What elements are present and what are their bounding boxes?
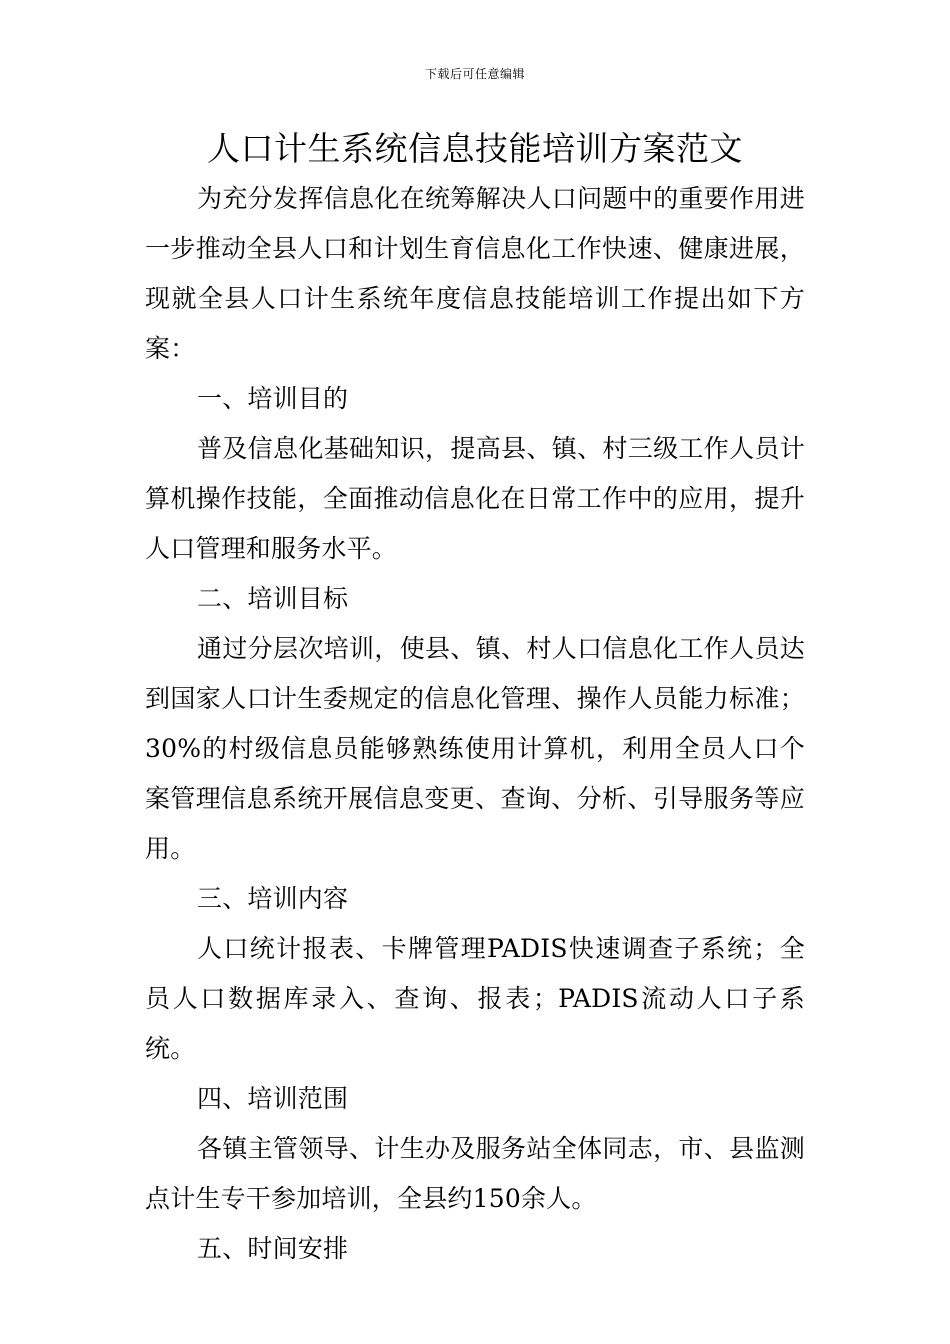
section-heading-purpose: 一、培训目的 [197,384,349,413]
paragraph-content: 人口统计报表、卡牌管理PADIS快速调查子系统；全员人口数据库录入、查询、报表；PADIS流动人口子系统。 [145,934,805,1063]
document-title: 人口计生系统信息技能培训方案范文 [207,129,743,168]
section-heading-content: 三、培训内容 [197,884,349,913]
paragraph-goals: 通过分层次培训，使县、镇、村人口信息化工作人员达到国家人口计生委规定的信息化管理、操作人员能力标准；30%的村级信息员能够熟练使用计算机，利用全员人口个案管理信息系统开展信息变更、查询、分析、引导服务等应用。 [145,634,805,863]
paragraph-scope: 各镇主管领导、计生办及服务站全体同志，市、县监测点计生专干参加培训，全县约150余人。 [145,1134,805,1213]
paragraph-intro: 为充分发挥信息化在统筹解决人口问题中的重要作用进一步推动全县人口和计划生育信息化工作快速、健康进展，现就全县人口计生系统年度信息技能培训工作提出如下方案： [145,184,805,363]
section-heading-goals: 二、培训目标 [197,584,349,613]
section-heading-schedule: 五、时间安排 [197,1234,349,1263]
document-body [145,174,805,1274]
header-note: 下载后可任意编辑 [424,67,525,81]
section-heading-scope: 四、培训范围 [197,1084,349,1113]
paragraph-purpose: 普及信息化基础知识，提高县、镇、村三级工作人员计算机操作技能，全面推动信息化在日常工作中的应用，提升人口管理和服务水平。 [145,434,805,563]
